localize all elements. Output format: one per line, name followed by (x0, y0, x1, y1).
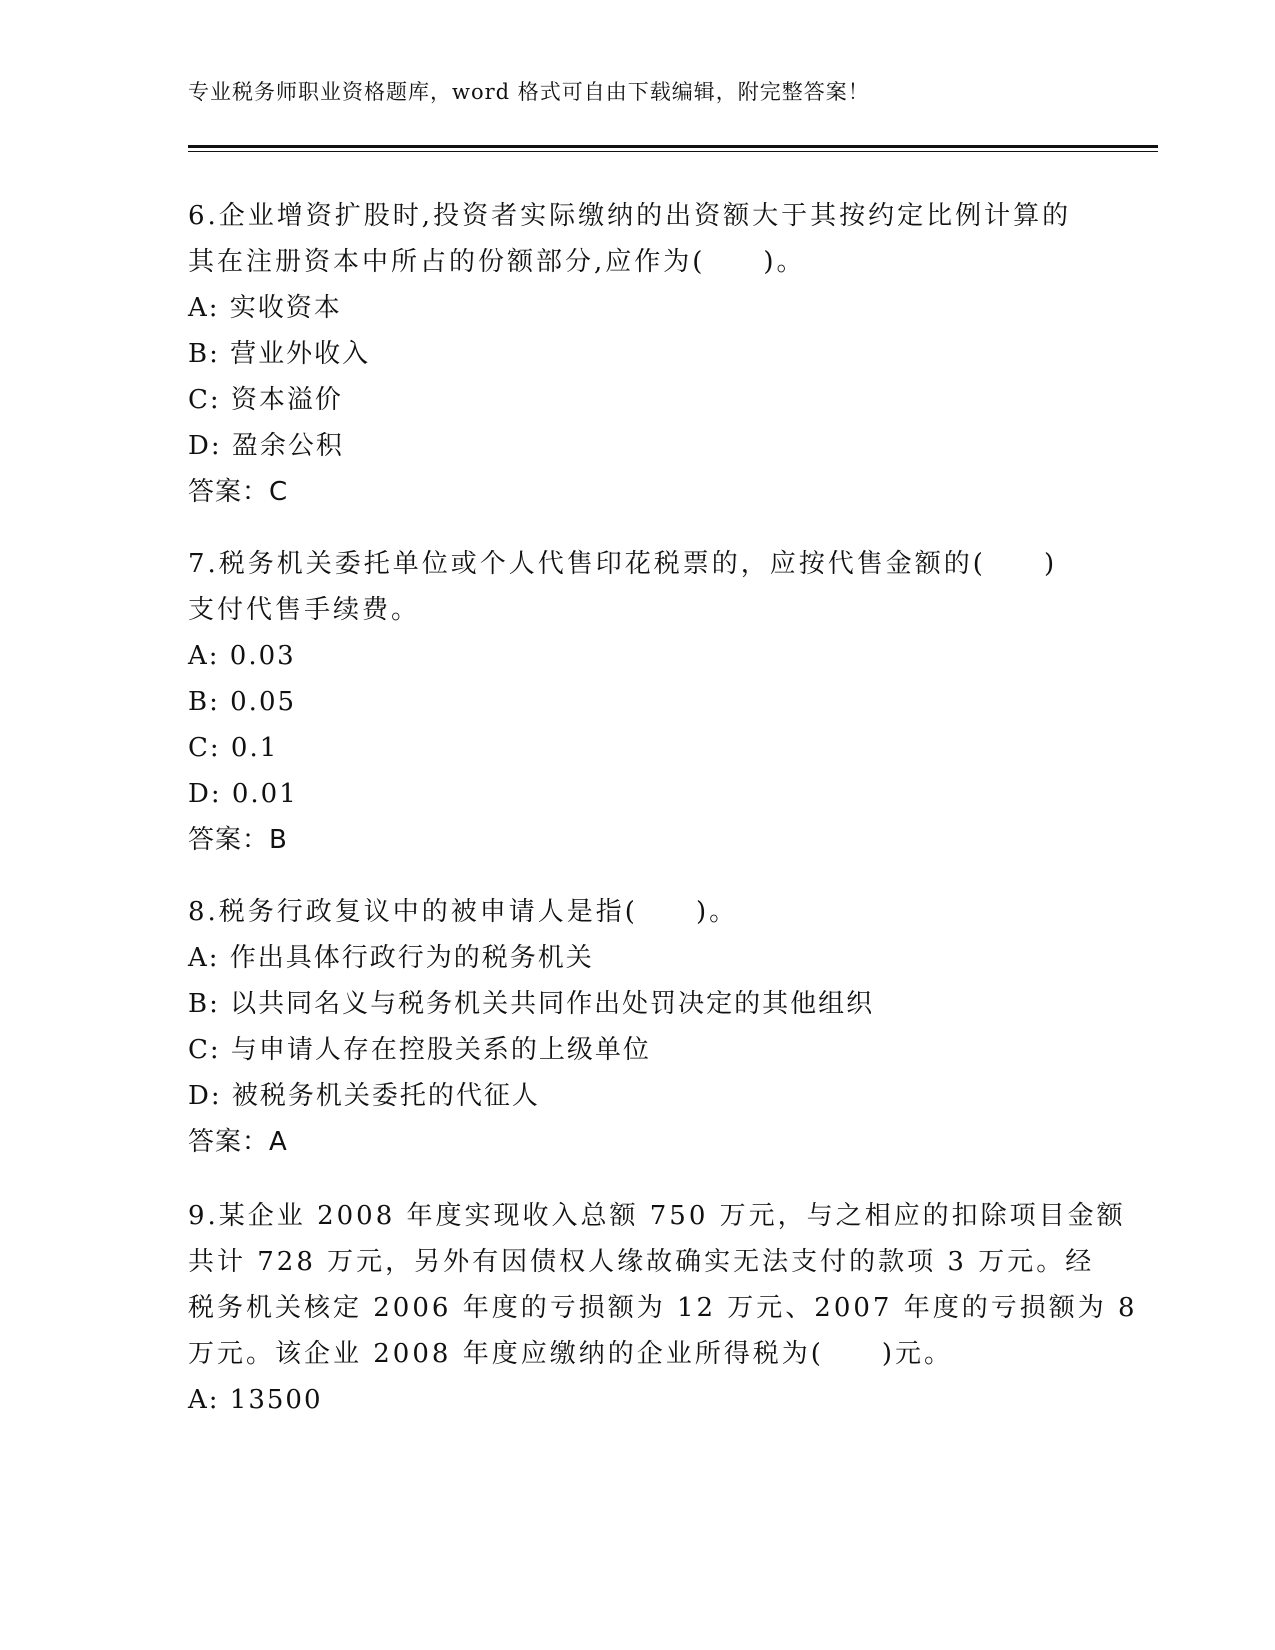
option-a: A: 13500 (188, 1385, 323, 1415)
option-b: B: 营业外收入 (188, 339, 371, 369)
stem-line: 支付代售手续费。 (188, 595, 421, 625)
question-8 (188, 889, 1088, 1165)
option-a: A: 作出具体行政行为的税务机关 (188, 943, 594, 973)
stem-line: 共计 728 万元，另外有因债权人缘故确实无法支付的款项 3 万元。经 (188, 1247, 1095, 1277)
option-b: B: 以共同名义与税务机关共同作出处罚决定的其他组织 (188, 989, 875, 1019)
stem-line: 万元。该企业 2008 年度应缴纳的企业所得税为( )元。 (188, 1339, 953, 1369)
option-d: D: 盈余公积 (188, 431, 344, 461)
option-c: C: 0.1 (188, 733, 279, 763)
stem-line: 其在注册资本中所占的份额部分,应作为( )。 (188, 247, 806, 277)
option-c: C: 资本溢价 (188, 385, 343, 415)
question-9 (188, 1193, 1138, 1423)
stem-line: 7.税务机关委托单位或个人代售印花税票的，应按代售金额的( ) (188, 549, 1058, 579)
answer-label: 答案：B (188, 825, 288, 855)
answer-label: 答案：A (188, 1127, 288, 1157)
stem-line: 9.某企业 2008 年度实现收入总额 750 万元，与之相应的扣除项目金额 (188, 1201, 1126, 1231)
header-rule-thick (188, 145, 1158, 148)
option-a: A: 0.03 (188, 641, 296, 671)
option-c: C: 与申请人存在控股关系的上级单位 (188, 1035, 651, 1065)
option-d: D: 0.01 (188, 779, 298, 809)
stem-line: 税务机关核定 2006 年度的亏损额为 12 万元、2007 年度的亏损额为 8 (188, 1293, 1138, 1323)
question-stem (188, 541, 1088, 633)
header-rule-thin (188, 151, 1158, 152)
stem-line: 8.税务行政复议中的被申请人是指( )。 (188, 897, 739, 927)
option-b: B: 0.05 (188, 687, 297, 717)
answer-label: 答案：C (188, 477, 289, 507)
question-stem (188, 193, 1088, 285)
option-a: A: 实收资本 (188, 293, 342, 323)
question-stem (188, 889, 1088, 935)
question-6 (188, 193, 1088, 515)
question-stem (188, 1193, 1138, 1377)
document-header: 专业税务师职业资格题库，word 格式可自由下载编辑，附完整答案！ (188, 80, 870, 104)
stem-line: 6.企业增资扩股时,投资者实际缴纳的出资额大于其按约定比例计算的 (188, 201, 1072, 231)
question-7 (188, 541, 1088, 863)
option-d: D: 被税务机关委托的代征人 (188, 1081, 540, 1111)
